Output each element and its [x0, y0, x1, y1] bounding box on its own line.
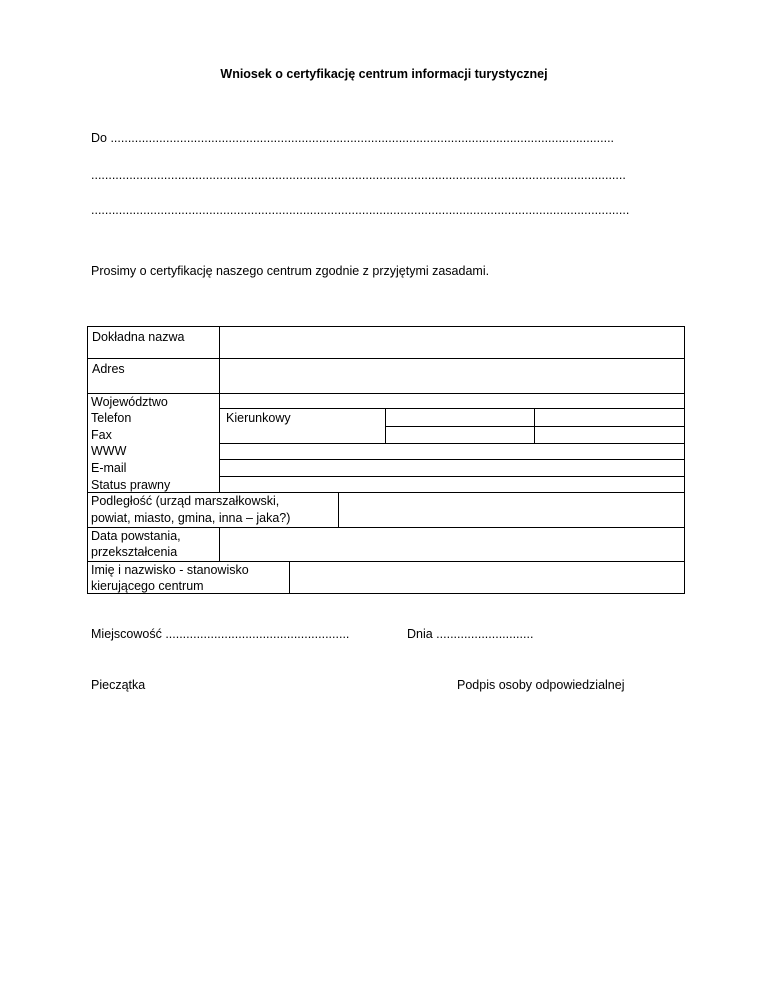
manager-label-cont: kierującego centrum [91, 579, 204, 593]
column-divider [219, 326, 220, 492]
subordination-label-cont: powiat, miasto, gmina, inna – jaka?) [91, 511, 291, 525]
column-divider [534, 408, 535, 443]
name-label: Dokładna nazwa [92, 330, 185, 344]
stamp-label: Pieczątka [91, 678, 146, 692]
row-divider [219, 476, 685, 477]
email-label: E-mail [91, 461, 127, 475]
area-code-label: Kierunkowy [226, 411, 291, 425]
addressee-line: Do ................................................................................................................................................. [91, 131, 615, 145]
signature-label: Podpis osoby odpowiedzialnej [457, 678, 625, 692]
phone-label: Telefon [91, 411, 132, 425]
addressee-line-2: .......................................................................................................................................................... [91, 168, 626, 182]
row-divider [87, 393, 685, 394]
www-label: WWW [91, 444, 127, 458]
row-divider [87, 561, 685, 562]
addressee-line-3: ........................................................................................................................................................... [91, 203, 630, 217]
column-divider [338, 492, 339, 527]
row-divider [87, 527, 685, 528]
manager-label: Imię i nazwisko - stanowisko [91, 563, 249, 577]
row-divider [385, 426, 685, 427]
voivodeship-label: Województwo [91, 395, 168, 409]
row-divider [87, 492, 685, 493]
row-divider [87, 358, 685, 359]
request-paragraph: Prosimy o certyfikację naszego centrum zgodnie z przyjętymi zasadami. [91, 264, 490, 278]
column-divider [385, 408, 386, 443]
founding-date-label: Data powstania, [91, 529, 181, 543]
subordination-label: Podległość (urząd marszałkowski, [91, 494, 280, 508]
date-field: Dnia ............................ [407, 627, 534, 641]
row-divider [219, 408, 685, 409]
row-divider [219, 443, 685, 444]
founding-date-label-cont: przekształcenia [91, 545, 178, 559]
address-label: Adres [92, 362, 125, 376]
document-title: Wniosek o certyfikację centrum informacji turystycznej [220, 67, 548, 81]
place-field: Miejscowość ..................................................... [91, 627, 350, 641]
column-divider [289, 561, 290, 594]
row-divider [219, 459, 685, 460]
column-divider [219, 527, 220, 561]
fax-label: Fax [91, 428, 112, 442]
legal-status-label: Status prawny [91, 478, 171, 492]
